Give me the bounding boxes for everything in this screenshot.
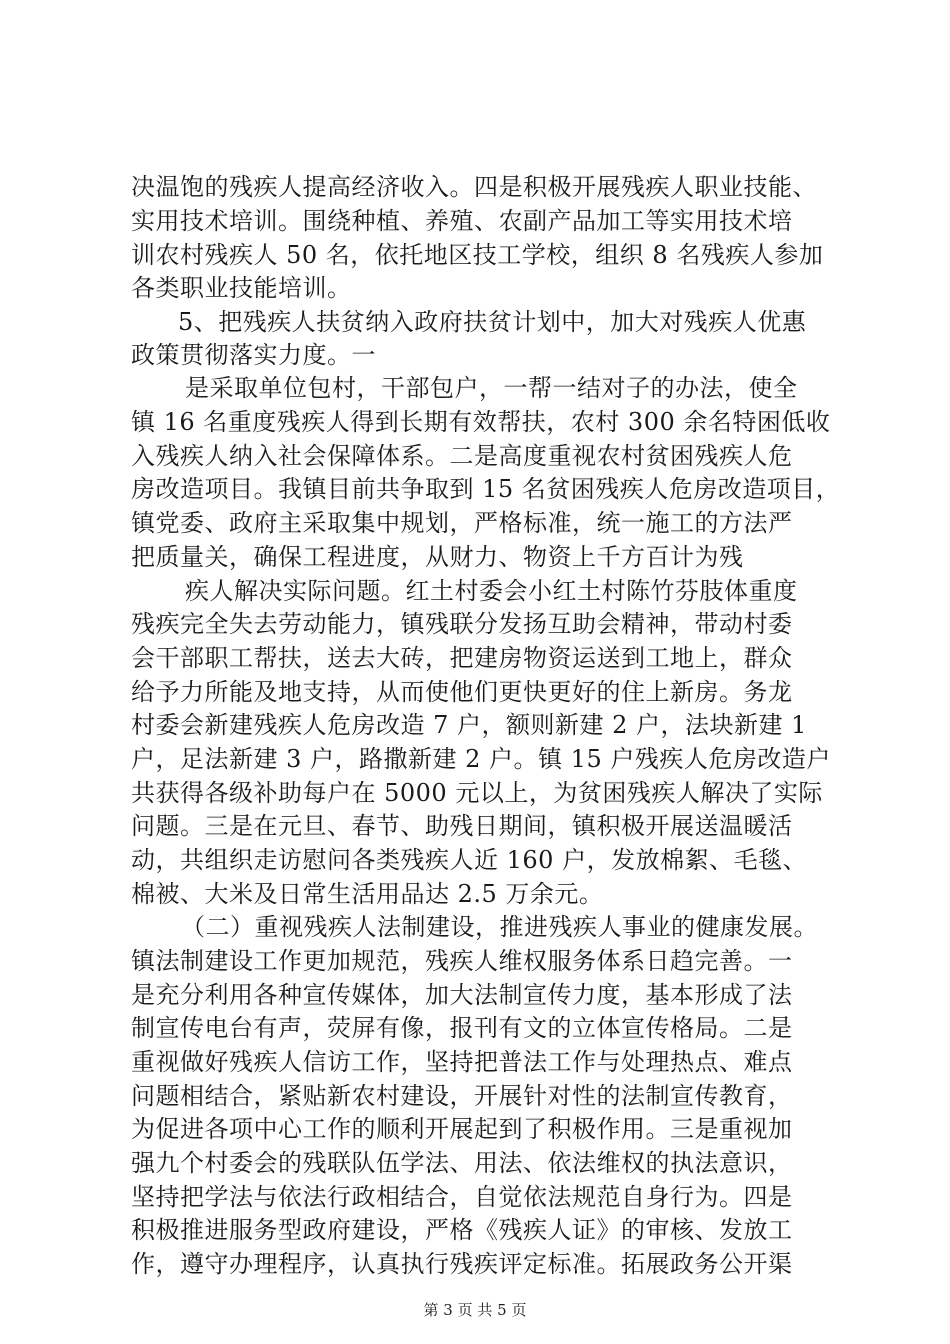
page-number-footer: 第 3 页 共 5 页 <box>423 1301 527 1319</box>
text-line: 疾人解决实际问题。红土村委会小红土村陈竹芬肢体重度 <box>185 577 798 605</box>
text-line: 动，共组织走访慰问各类残疾人近 160 户，发放棉絮、毛毯、 <box>131 846 808 874</box>
text-line: 镇法制建设工作更加规范，残疾人维权服务体系日趋完善。一 <box>131 947 793 975</box>
text-line: 残疾完全失去劳动能力，镇残联分发扬互助会精神，带动村委 <box>131 610 793 638</box>
text-line: （二）重视残疾人法制建设，推进残疾人事业的健康发展。 <box>181 913 818 941</box>
text-line: 是采取单位包村，干部包户，一帮一结对子的办法，使全 <box>185 374 798 402</box>
text-line: 作，遵守办理程序，认真执行残疾评定标准。拓展政务公开渠 <box>131 1250 793 1278</box>
text-line: 5、把残疾人扶贫纳入政府扶贫计划中，加大对残疾人优惠 <box>178 308 807 336</box>
text-line: 入残疾人纳入社会保障体系。二是高度重视农村贫困残疾人危 <box>131 442 793 470</box>
text-line: 重视做好残疾人信访工作，坚持把普法工作与处理热点、难点 <box>131 1048 793 1076</box>
text-line: 政策贯彻落实力度。一 <box>131 341 376 369</box>
text-line: 会干部职工帮扶，送去大砖，把建房物资运送到工地上，群众 <box>131 644 793 672</box>
text-line: 训农村残疾人 50 名，依托地区技工学校，组织 8 名残疾人参加 <box>131 241 824 269</box>
text-line: 镇 16 名重度残疾人得到长期有效帮扶，农村 300 余名特困低收 <box>131 408 831 436</box>
text-line: 镇党委、政府主采取集中规划，严格标准，统一施工的方法严 <box>131 509 793 537</box>
text-line: 共获得各级补助每户在 5000 元以上，为贫困残疾人解决了实际 <box>131 779 823 807</box>
text-line: 决温饱的残疾人提高经济收入。四是积极开展残疾人职业技能、 <box>131 173 817 201</box>
text-line: 把质量关，确保工程进度，从财力、物资上千方百计为残 <box>131 543 744 571</box>
text-line: 问题。三是在元旦、春节、助残日期间，镇积极开展送温暖活 <box>131 812 793 840</box>
text-line: 户，足法新建 3 户，路撒新建 2 户。镇 15 户残疾人危房改造户 <box>131 745 831 773</box>
text-line: 实用技术培训。围绕种植、养殖、农副产品加工等实用技术培 <box>131 207 793 235</box>
text-line: 给予力所能及地支持，从而使他们更快更好的住上新房。务龙 <box>131 678 793 706</box>
text-line: 强九个村委会的残联队伍学法、用法、依法维权的执法意识， <box>131 1149 793 1177</box>
text-line: 制宣传电台有声，荧屏有像，报刊有文的立体宣传格局。二是 <box>131 1014 793 1042</box>
text-line: 积极推进服务型政府建设，严格《残疾人证》的审核、发放工 <box>131 1216 793 1244</box>
text-line: 村委会新建残疾人危房改造 7 户，额则新建 2 户，法块新建 1 <box>131 711 807 739</box>
text-line: 是充分利用各种宣传媒体，加大法制宣传力度，基本形成了法 <box>131 981 793 1009</box>
text-line: 各类职业技能培训。 <box>131 274 352 302</box>
text-line: 坚持把学法与依法行政相结合，自觉依法规范自身行为。四是 <box>131 1183 793 1211</box>
text-line: 问题相结合，紧贴新农村建设，开展针对性的法制宣传教育， <box>131 1082 793 1110</box>
text-line: 房改造项目。我镇目前共争取到 15 名贫困残疾人危房改造项目， <box>131 475 841 503</box>
text-line: 为促进各项中心工作的顺利开展起到了积极作用。三是重视加 <box>131 1115 793 1143</box>
text-line: 棉被、大米及日常生活用品达 2.5 万余元。 <box>131 880 604 908</box>
